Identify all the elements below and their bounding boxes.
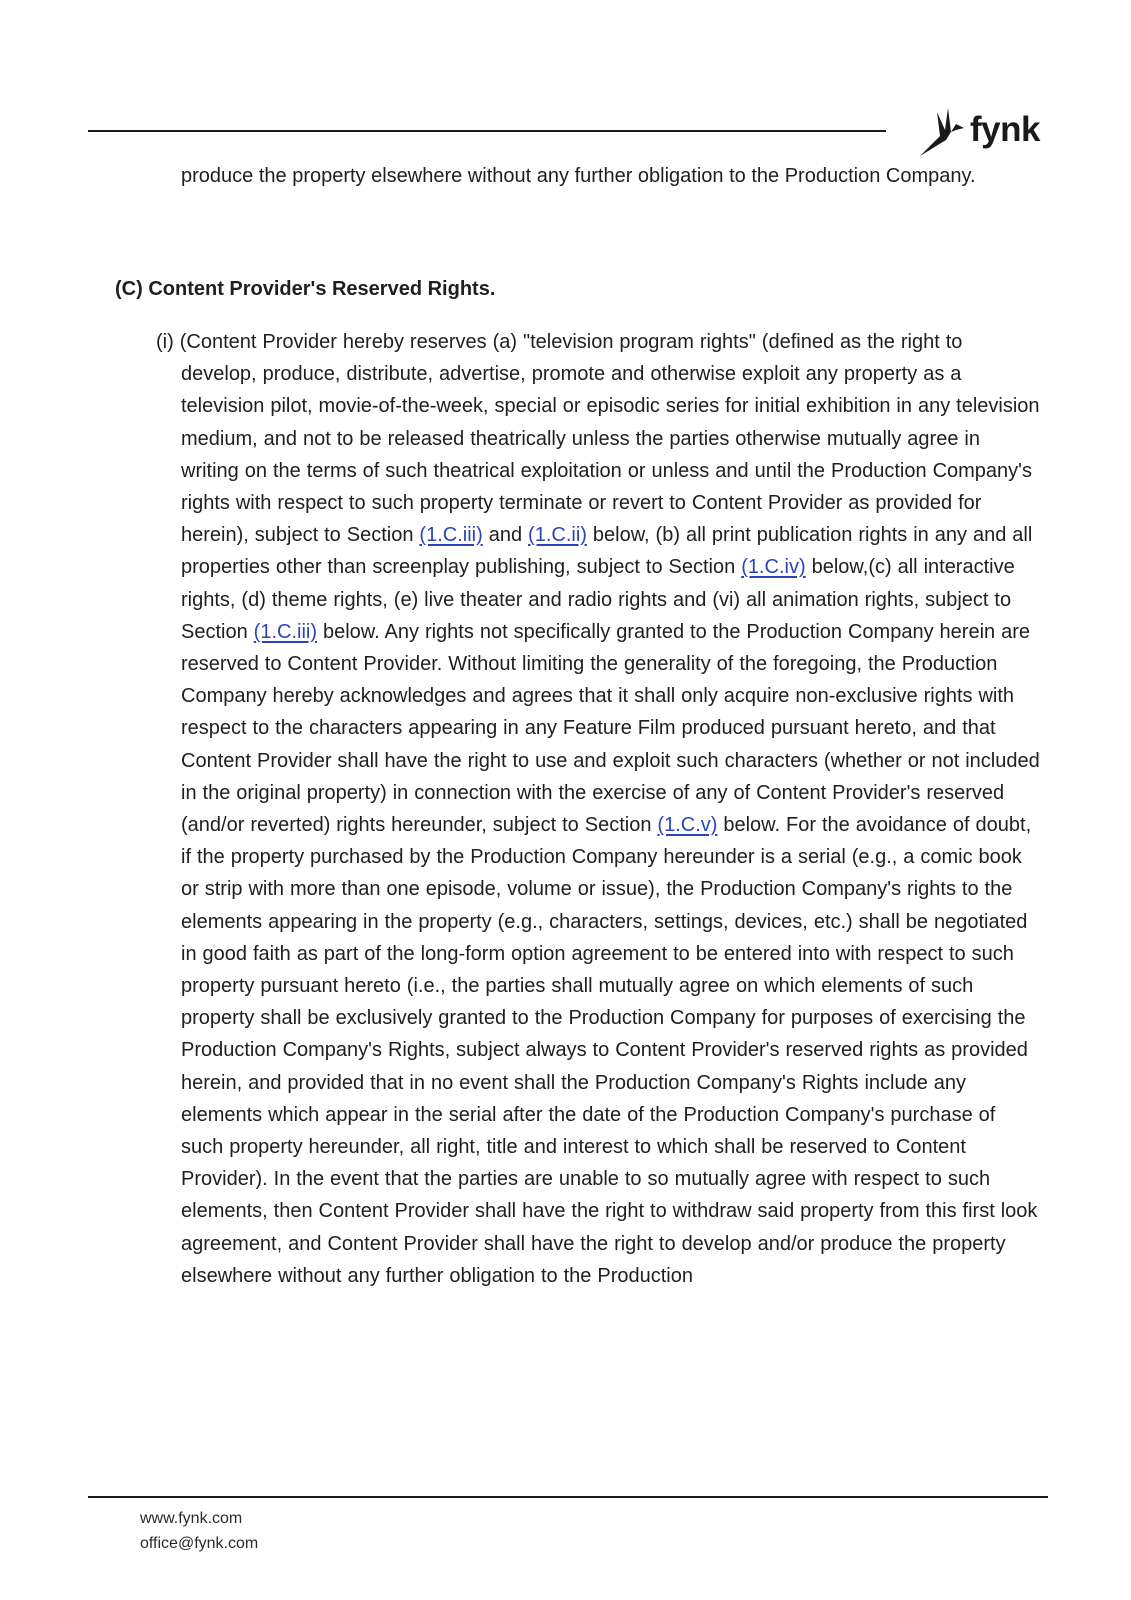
bird-logo-icon — [918, 106, 968, 158]
brand-logo — [918, 104, 1040, 160]
footer-email[interactable]: office@fynk.com — [140, 1535, 259, 1552]
section-reference-link[interactable]: (1.C.iii) — [419, 524, 483, 547]
section-heading: (C) Content Provider's Reserved Rights. — [115, 278, 496, 300]
footer — [140, 1506, 258, 1556]
continued-paragraph: produce the property elsewhere without any further obligation to the Production Company. — [181, 165, 976, 187]
header-divider — [88, 130, 886, 132]
clause-text: below,(c) all interactive rights, (d) theme rights, (e) live theater and radio rights and (vi) all animation rights, subject to Section — [181, 556, 1015, 643]
clause-body — [0, 326, 1043, 1292]
clause-i — [0, 326, 1131, 1292]
page-content — [0, 160, 1131, 1287]
brand-name: fynk — [970, 110, 1040, 149]
clause-text: below. For the avoidance of doubt, if the property purchased by the Production Company hereunder is a serial (e.g., a comic book or strip with more than one episode, volume or issue), the Production Company's rights to the elements appearing in the property (e.g., characters, settings, devices, etc.) shall be negotiated in good faith as part of the long-form option agreement to be entered into with respect to such property pursuant hereto (i.e., the parties shall mutually agree on which elements of such property shall be exclusively granted to the Production Company for purposes of exercising the Production Company's Rights, subject always to Content Provider's reserved rights as provided herein, and provided that in no event shall the Production Company's Rights include any elements which appear in the serial after the date of the Production Company's purchase of such property hereunder, all right, title and interest to which shall be reserved to Content Provider). In the event that the parties are unable to so mutually agree with respect to such elements, then Content Provider shall have the right to withdraw said property from this first look agreement, and Content Provider shall have the right to develop and/or produce the property elsewhere without any further obligation to the Production — [181, 814, 1038, 1287]
section-reference-link[interactable]: (1.C.iv) — [741, 556, 806, 579]
section-reference-link[interactable]: (1.C.iii) — [253, 620, 318, 643]
section-reference-link[interactable]: (1.C.ii) — [528, 524, 587, 547]
clause-text: below. Any rights not specifically granted to the Production Company herein are reserved to Content Provider. Without limiting the generality of the foregoing, the Production Company hereby acknowledges and agrees that it shall only acquire non-exclusive rights with respect to the characters appearing in any Feature Film produced pursuant hereto, and that Content Provider shall have the right to use and exploit such characters (whether or not included in the original property) in connection with the exercise of any of Content Provider's reserved (and/or reverted) rights hereunder, subject to Section — [181, 620, 1040, 837]
clause-text: and — [482, 524, 529, 547]
footer-divider — [88, 1496, 1048, 1498]
section-reference-link[interactable]: (1.C.v) — [657, 814, 718, 837]
clause-text: (i) (Content Provider hereby reserves (a) "television program rights" (defined as the right to develop, produce, distribute, advertise, promote and otherwise exploit any property as a television pilot, movie-of-the-week, special or episodic series for initial exhibition in any television medium, and not to be released theatrically unless the parties otherwise mutually agree in writing on the terms of such theatrical exploitation or unless and until the Production Company's rights with respect to such property terminate or revert to Content Provider as provided for herein), subject to Section — [156, 331, 1040, 547]
clause-text: below, (b) all print publication rights in any and all properties other than screenplay publishing, subject to Section — [181, 524, 1033, 579]
footer-website[interactable]: www.fynk.com — [140, 1510, 243, 1527]
